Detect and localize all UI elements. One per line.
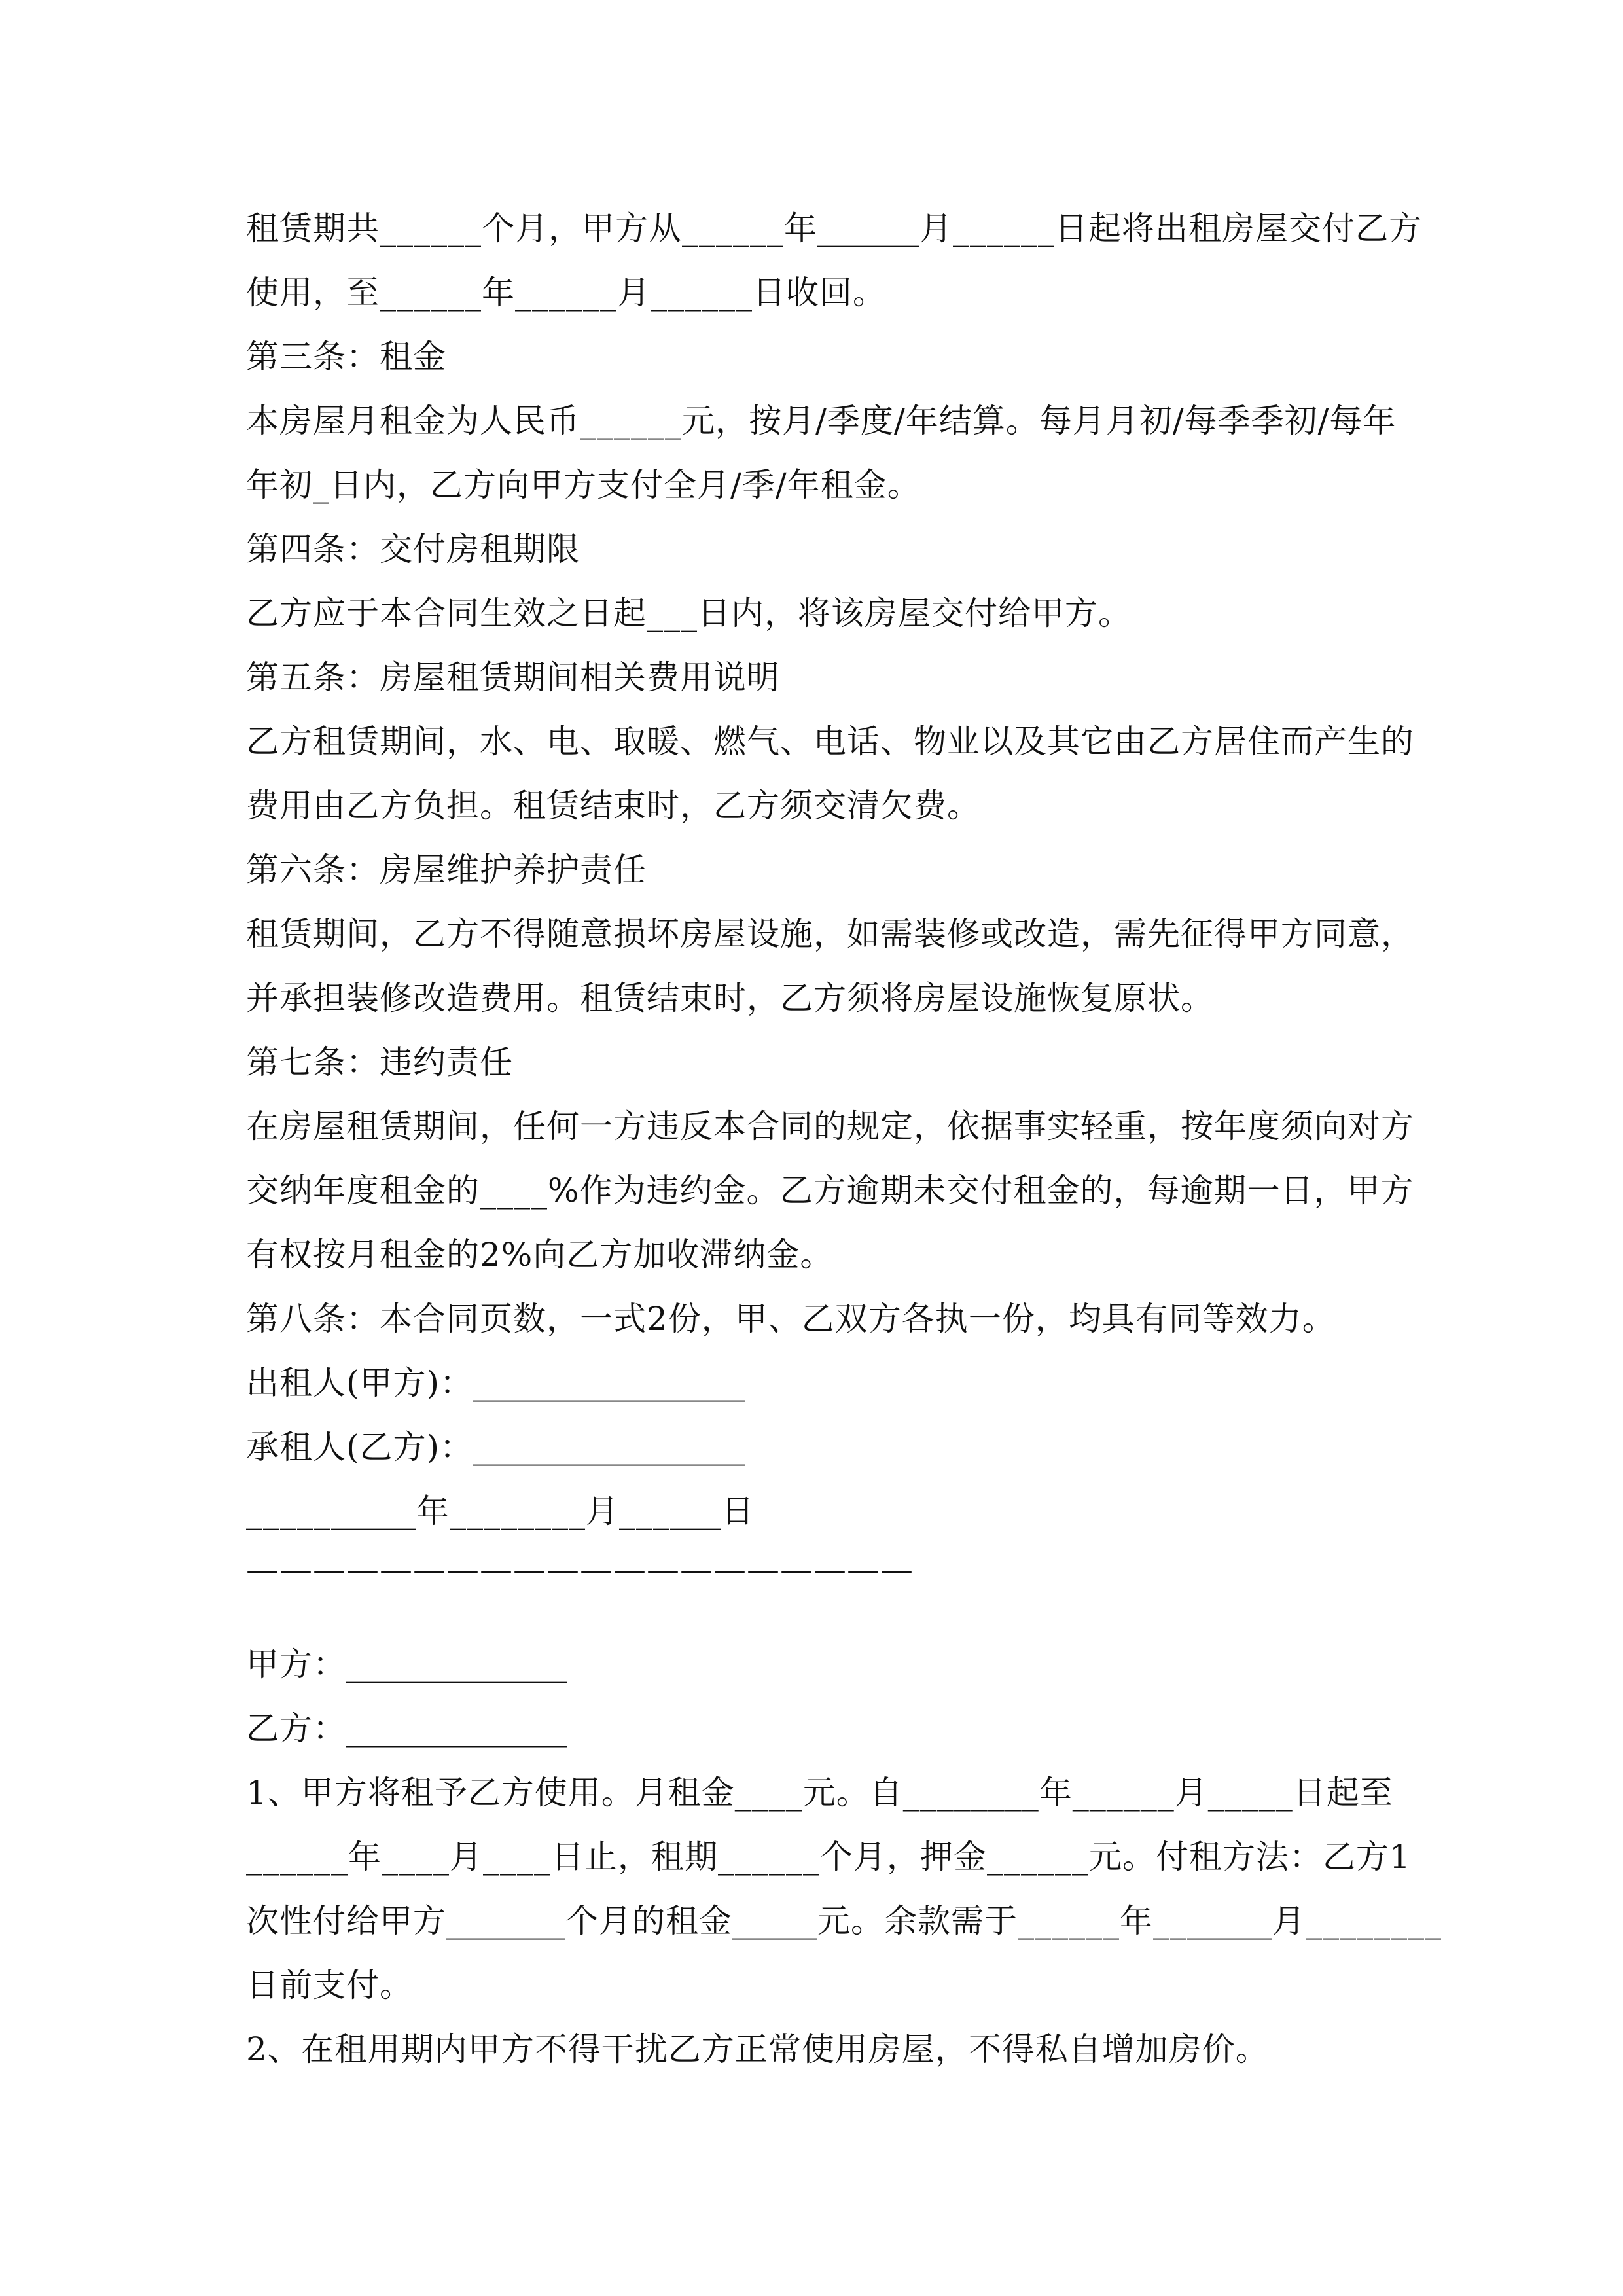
section-heading-8: 第八条：本合同页数，一式2份，甲、乙双方各执一份，均具有同等效力。 <box>246 1300 1336 1338</box>
section-heading-4: 第四条：交付房租期限 <box>246 530 580 568</box>
text-line-1: 租赁期共______个月，甲方从______年______月______日起将出租房屋交付乙方 <box>246 209 1422 247</box>
text-line-4: 本房屋月租金为人民币______元，按月/季度/年结算。每月月初/每季季初/每年 <box>246 402 1397 440</box>
text-line-12: 租赁期间，乙方不得随意损坏房屋设施，如需装修或改造，需先征得甲方同意， <box>246 915 1414 953</box>
section-heading-6: 第六条：房屋维护养护责任 <box>246 851 647 889</box>
text-line-10: 费用由乙方负担。租赁结束时，乙方须交清欠费。 <box>246 787 980 825</box>
lessee-signature-line: 承租人(乙方)：________________ <box>246 1428 746 1466</box>
text-line-15: 在房屋租赁期间，任何一方违反本合同的规定，依据事实轻重，按年度须向对方 <box>246 1107 1414 1145</box>
text-line-5: 年初_日内，乙方向甲方支付全月/季/年租金。 <box>246 466 921 504</box>
text-line-13: 并承担装修改造费用。租赁结束时，乙方须将房屋设施恢复原状。 <box>246 979 1214 1017</box>
clause-1-line-3: 次性付给甲方_______个月的租金_____元。余款需于______年_______月________ <box>246 1902 1442 1940</box>
section-heading-7: 第七条：违约责任 <box>246 1043 513 1081</box>
text-line-16: 交纳年度租金的____%作为违约金。乙方逾期未交付租金的，每逾期一日，甲方 <box>246 1172 1414 1210</box>
text-line-7: 乙方应于本合同生效之日起___日内，将该房屋交付给甲方。 <box>246 594 1132 632</box>
clause-1-line-4: 日前支付。 <box>246 1966 413 2004</box>
section-separator: ———————————————————— <box>246 1551 914 1588</box>
text-line-9: 乙方租赁期间，水、电、取暖、燃气、电话、物业以及其它由乙方居住而产生的 <box>246 723 1414 761</box>
clause-1-line-1: 1、甲方将租予乙方使用。月租金____元。自________年______月_____日起至 <box>246 1774 1393 1812</box>
section-heading-3: 第三条：租金 <box>246 338 446 376</box>
section-heading-5: 第五条：房屋租赁期间相关费用说明 <box>246 658 780 696</box>
party-a-line: 甲方：_____________ <box>246 1645 567 1683</box>
clause-2-line: 2、在租用期内甲方不得干扰乙方正常使用房屋，不得私自增加房价。 <box>246 2030 1269 2068</box>
clause-1-line-2: ______年____月____日止，租期______个月，押金______元。付租方法：乙方1 <box>246 1838 1411 1876</box>
contract-body <box>246 196 1442 2081</box>
text-line-17: 有权按月租金的2%向乙方加收滞纳金。 <box>246 1236 834 1274</box>
text-line-2: 使用，至______年______月______日收回。 <box>246 274 886 312</box>
party-b-line: 乙方：_____________ <box>246 1710 567 1748</box>
date-line: __________年________月______日 <box>246 1492 755 1530</box>
lessor-signature-line: 出租人(甲方)：________________ <box>246 1364 746 1402</box>
